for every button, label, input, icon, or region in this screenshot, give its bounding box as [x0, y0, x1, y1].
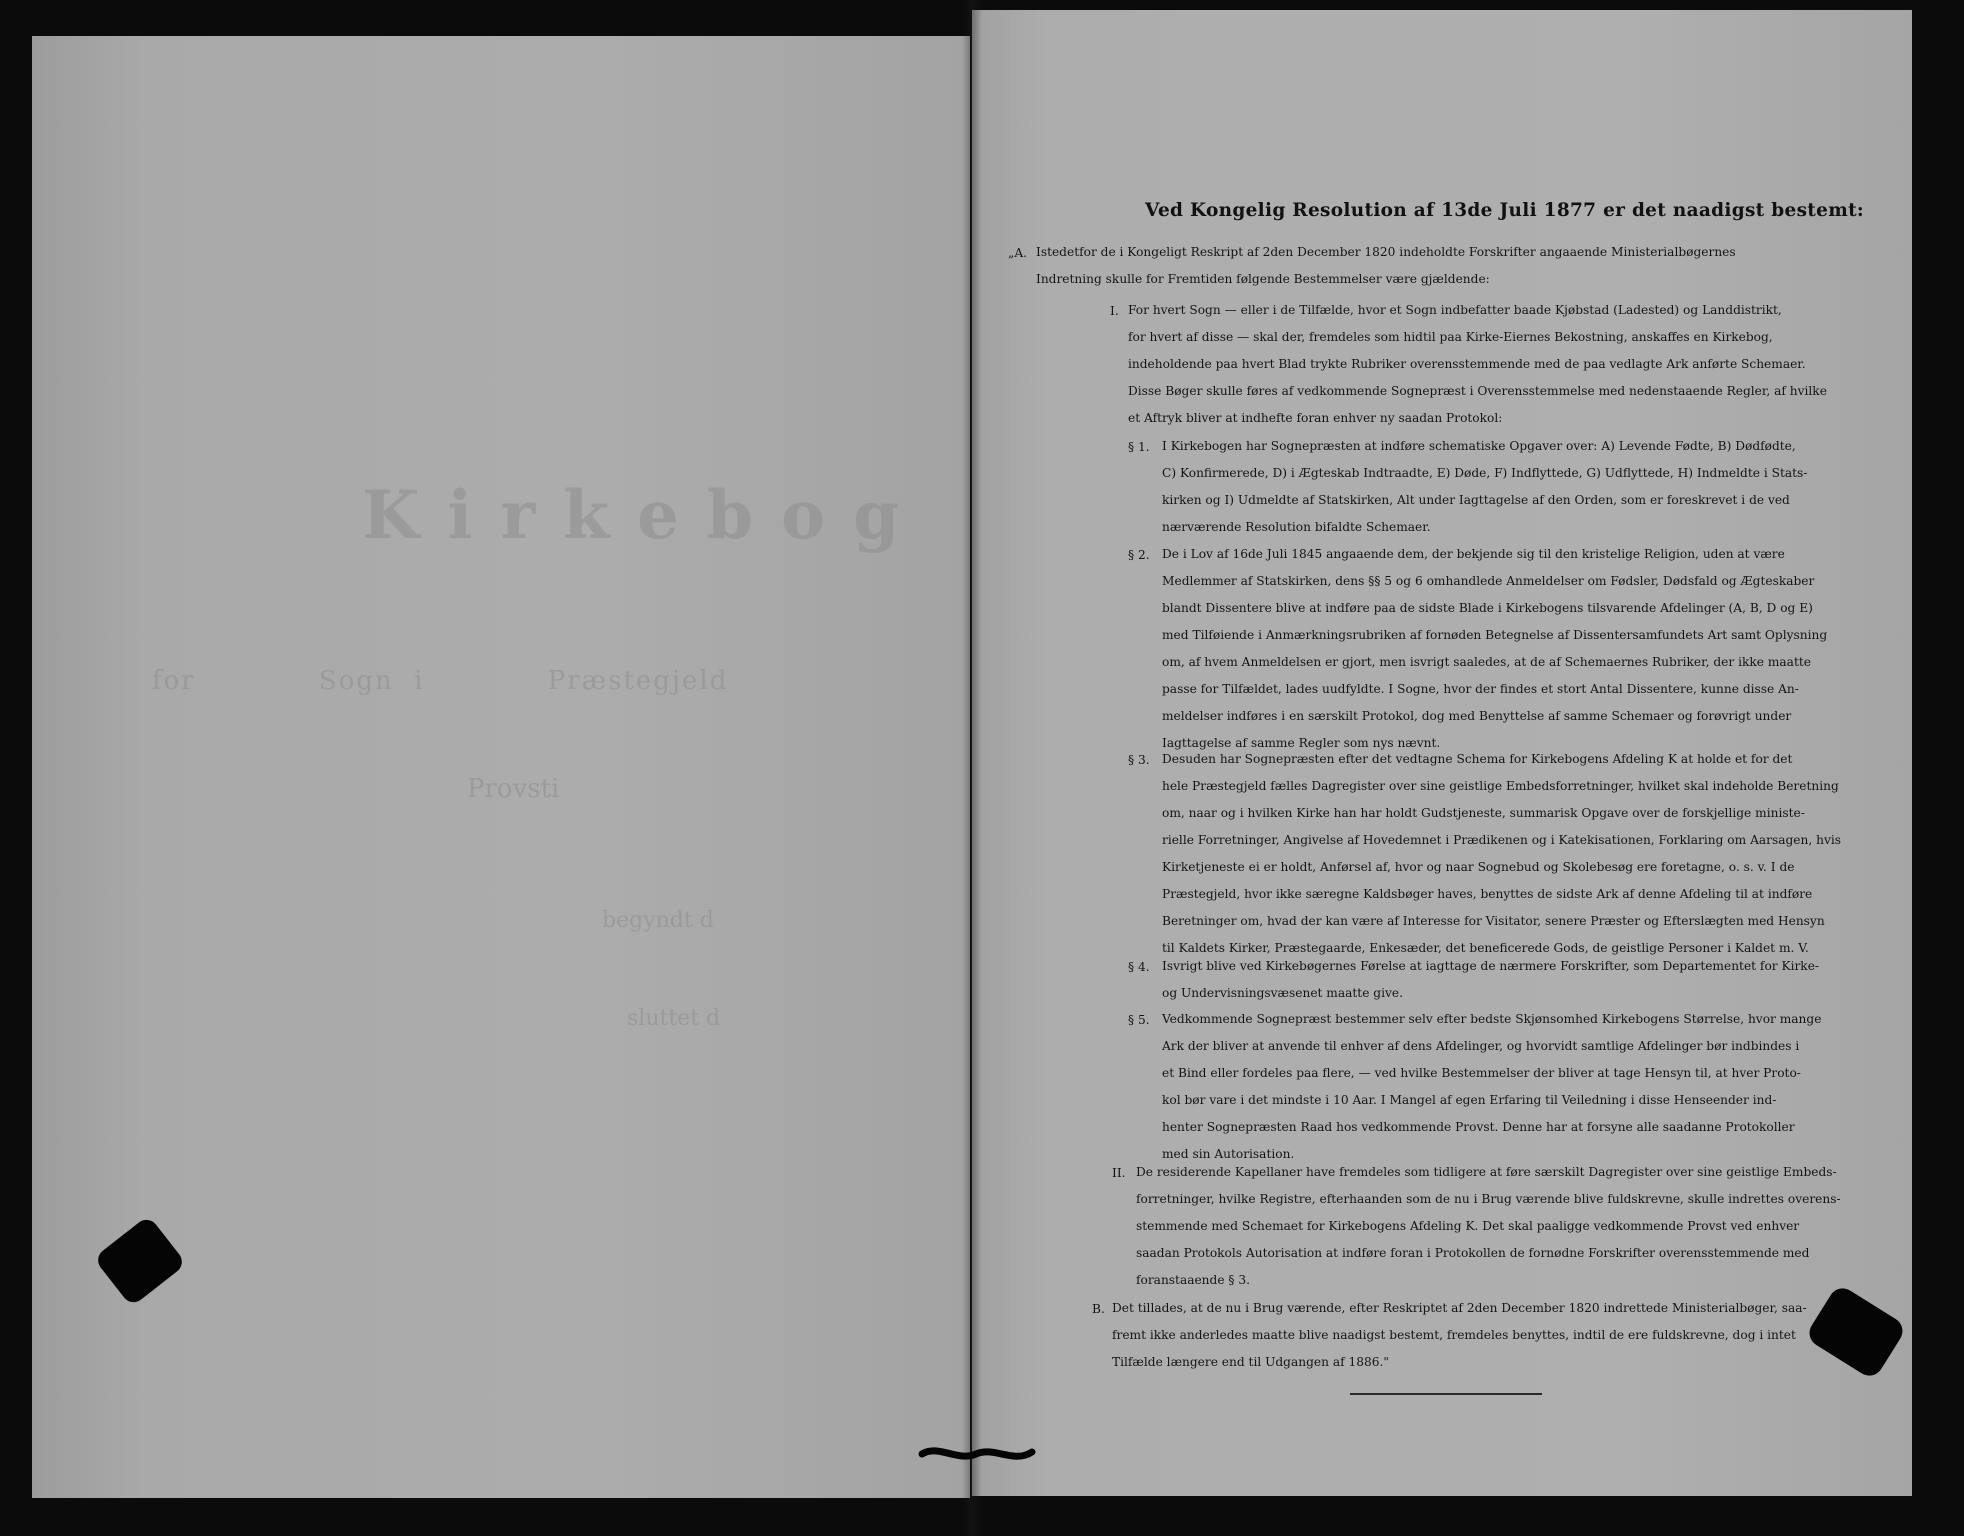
text-line: Det tillades, at de nu i Brug værende, efter Reskriptet af 2den December 1820 indrettede Ministerialbøger, saa- [1112, 1301, 1807, 1315]
text-line: saadan Protokols Autorisation at indføre foran i Protokollen de fornødne Forskrifter overensstemmende med [1136, 1246, 1810, 1260]
binding-mark [918, 1442, 1036, 1464]
text-line: passe for Tilfældet, lades uudfyldte. I Sogne, hvor der findes et stort Antal Dissentere, kunne disse An- [1162, 682, 1799, 696]
resolution-heading: Ved Kongelig Resolution af 13de Juli 1877 er det naadigst bestemt: [1145, 200, 1865, 221]
text-line: For hvert Sogn — eller i de Tilfælde, hvor et Sogn indbefatter baade Kjøbstad (Ladested) og Landdistrikt, [1128, 303, 1782, 317]
text-line: forretninger, hvilke Registre, efterhaanden som de nu i Brug værende blive fuldskrevne, skulle indrettes overens- [1136, 1192, 1841, 1206]
text-line: med sin Autorisation. [1162, 1147, 1295, 1161]
text-line: om, naar og i hvilken Kirke han har holdt Gudstjeneste, summarisk Opgave over de forskjellige ministe- [1162, 806, 1805, 820]
text-line: Disse Bøger skulle føres af vedkommende Sognepræst i Overensstemmelse med nedenstaaende Regler, af hvilke [1128, 384, 1827, 398]
text-line: nærværende Resolution bifaldte Schemaer. [1162, 520, 1431, 534]
text-line: hele Præstegjeld fælles Dagregister over sine geistlige Embedsforretninger, hvilket skal indeholde Beretning [1162, 779, 1839, 793]
text-line: Præstegjeld, hvor ikke særegne Kaldsbøger haves, benyttes de sidste Ark af denne Afdeling til at indføre [1162, 887, 1813, 901]
paragraph-4-label: § 4. [1128, 960, 1150, 974]
text-line: Desuden har Sognepræsten efter det vedtagne Schema for Kirkebogens Afdeling K at holde et for det [1162, 752, 1793, 766]
text-line: kirken og I) Udmeldte af Statskirken, Alt under Iagttagelse af den Orden, som er foreskrevet i de ved [1162, 493, 1790, 507]
text-line: Vedkommende Sognepræst bestemmer selv efter bedste Skjønsomhed Kirkebogens Størrelse, hvor mange [1162, 1012, 1822, 1026]
ghost-begyndt: begyndt d [602, 908, 714, 933]
text-line: stemmende med Schemaet for Kirkebogens Afdeling K. Det skal paaligge vedkommende Provst ved enhver [1136, 1219, 1800, 1233]
text-line: et Aftryk bliver at indhefte foran enhver ny saadan Protokol: [1128, 411, 1503, 425]
text-line: foranstaaende § 3. [1136, 1273, 1251, 1287]
text-line: kol bør vare i det mindste i 10 Aar. I Mangel af egen Erfaring til Veiledning i disse Henseender ind- [1162, 1093, 1777, 1107]
text-line: rielle Forretninger, Angivelse af Hovedemnet i Prædikenen og i Katekisationen, Forklaring om Aarsagen, hvis [1162, 833, 1841, 847]
ghost-sluttet: sluttet d [627, 1006, 721, 1031]
text-line: meldelser indføres i en særskilt Protokol, dog med Benyttelse af samme Schemaer og forøvrigt under [1162, 709, 1792, 723]
text-line: Indretning skulle for Fremtiden følgende Bestemmelser være gjældende: [1036, 272, 1490, 286]
book-gutter [962, 0, 982, 1536]
text-line: Ark der bliver at anvende til enhver af dens Afdelinger, og hvorvidt samtlige Afdelinger bør indbindes i [1162, 1039, 1800, 1053]
paragraph-2-label: § 2. [1128, 548, 1150, 562]
ghost-sogn-line: for Sogn i Præstegjeld [152, 666, 729, 696]
text-line: fremt ikke anderledes maatte blive naadigst bestemt, fremdeles benyttes, indtil de ere fuldskrevne, dog i intet [1112, 1328, 1796, 1342]
text-line: og Undervisningsvæsenet maatte give. [1162, 986, 1403, 1000]
text-line: Kirketjeneste ei er holdt, Anførsel af, hvor og naar Sognebud og Skolebesøg ere foretagne, o. s. v. I de [1162, 860, 1795, 874]
paragraph-3-label: § 3. [1128, 753, 1150, 767]
text-line: Iagttagelse af samme Regler som nys nævnt. [1162, 736, 1441, 750]
text-line: om, af hvem Anmeldelsen er gjort, men isvrigt saaledes, at de af Schemaernes Rubriker, der ikke maatte [1162, 655, 1811, 669]
text-line: et Bind eller fordeles paa flere, — ved hvilke Bestemmelser der bliver at tage Hensyn til, at hver Proto- [1162, 1066, 1801, 1080]
text-line: indeholdende paa hvert Blad trykte Rubriker overensstemmende med de paa vedlagte Ark anførte Schemaer. [1128, 357, 1806, 371]
paragraph-1-label: § 1. [1128, 440, 1150, 454]
text-line: De residerende Kapellaner have fremdeles som tidligere at føre særskilt Dagregister over sine geistlige Embeds- [1136, 1165, 1837, 1179]
text-line: for hvert af disse — skal der, fremdeles som hidtil paa Kirke-Eiernes Bekostning, anskaffes en Kirkebog, [1128, 330, 1773, 344]
ghost-provsti: Provsti [467, 774, 560, 804]
text-line: Istedetfor de i Kongeligt Reskript af 2den December 1820 indeholdte Forskrifter angaaende Ministerialbøgernes [1036, 245, 1736, 259]
text-line: I Kirkebogen har Sognepræsten at indføre schematiske Opgaver over: A) Levende Fødte, B) Dødfødte, [1162, 439, 1796, 453]
closing-rule [1350, 1393, 1542, 1395]
text-line: Isvrigt blive ved Kirkebøgernes Førelse at iagttage de nærmere Forskrifter, som Departementet for Kirke- [1162, 959, 1820, 973]
text-line: henter Sognepræsten Raad hos vedkommende Provst. Denne har at forsyne alle saadanne Protokoller [1162, 1120, 1795, 1134]
left-page [32, 36, 970, 1498]
text-line: Tilfælde længere end til Udgangen af 1886." [1112, 1355, 1389, 1369]
text-line: C) Konfirmerede, D) i Ægteskab Indtraadte, E) Døde, F) Indflyttede, G) Udflyttede, H) Indmeldte i Stats- [1162, 466, 1808, 480]
paragraph-5-label: § 5. [1128, 1013, 1150, 1027]
text-line: til Kaldets Kirker, Præstegaarde, Enkesæder, det beneficerede Gods, de geistlige Personer i Kaldet m. V. [1162, 941, 1809, 955]
text-line: Medlemmer af Statskirken, dens §§ 5 og 6 omhandlede Anmeldelser om Fødsler, Dødsfald og Ægteskaber [1162, 574, 1815, 588]
section-a-label: „A. [1008, 246, 1027, 260]
ghost-title: Kirkebog [362, 476, 928, 554]
text-line: med Tilføiende i Anmærkningsrubriken af fornøden Betegnelse af Dissentersamfundets Art samt Oplysning [1162, 628, 1828, 642]
section-ii-label: II. [1112, 1166, 1126, 1180]
text-line: De i Lov af 16de Juli 1845 angaaende dem, der bekjende sig til den kristelige Religion, uden at være [1162, 547, 1785, 561]
text-line: blandt Dissentere blive at indføre paa de sidste Blade i Kirkebogens tilsvarende Afdelinger (A, B, D og E) [1162, 601, 1813, 615]
text-line: Beretninger om, hvad der kan være af Interesse for Visitator, senere Præster og Efterslægten med Hensyn [1162, 914, 1825, 928]
section-i-label: I. [1110, 304, 1119, 318]
section-b-label: B. [1092, 1302, 1105, 1316]
